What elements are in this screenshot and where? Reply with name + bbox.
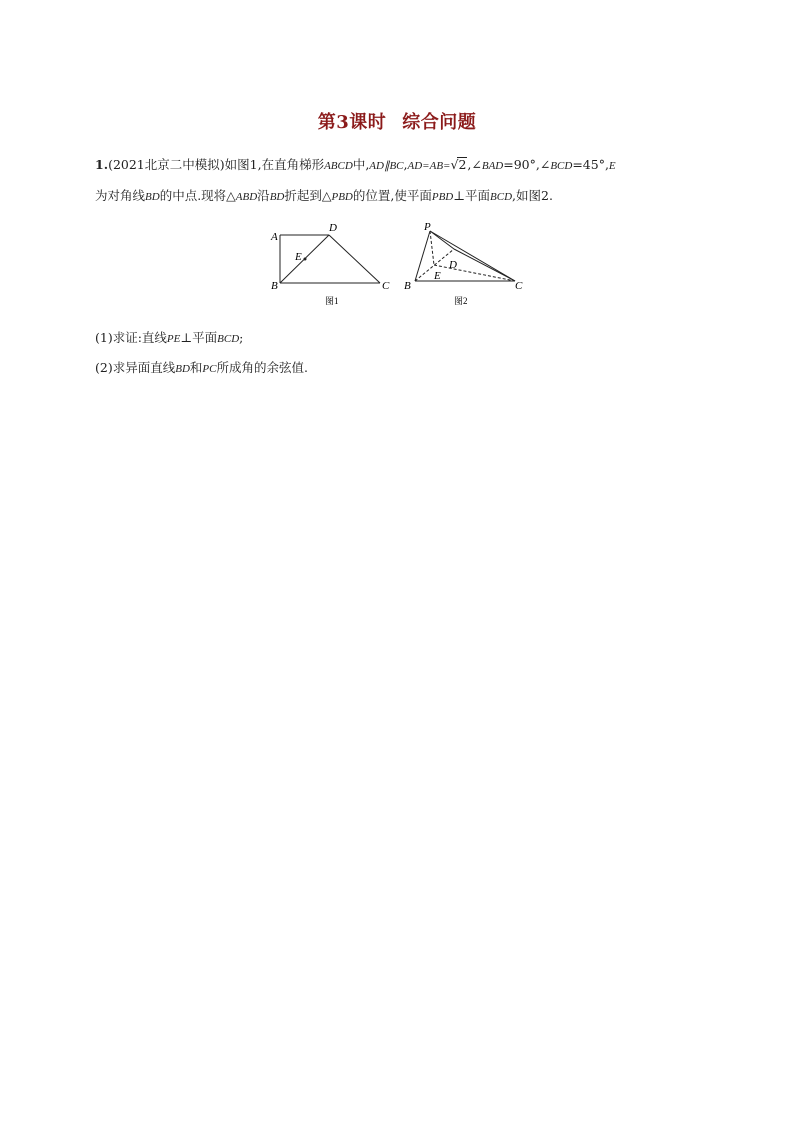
figure-2 <box>415 231 515 281</box>
page-title <box>0 108 794 134</box>
question-text: (1)求证:直线 <box>95 330 167 345</box>
math-var: E <box>608 160 616 172</box>
math-var: BCD <box>550 160 573 172</box>
math-var: BCD <box>490 191 513 203</box>
problem-number: 1. <box>95 157 109 172</box>
math-var: PC <box>202 363 217 375</box>
label-d: D <box>449 259 457 271</box>
problem-text: =45°, <box>572 157 609 172</box>
label-d: D <box>329 222 337 234</box>
problem-text: 中, <box>352 157 370 172</box>
label-p: P <box>424 221 431 233</box>
label-e: E <box>434 270 441 282</box>
question-text: 所成角的余弦值. <box>216 360 308 375</box>
segment-pe <box>430 231 434 265</box>
question-text: 和 <box>189 360 203 375</box>
segment-pc <box>430 231 515 281</box>
question-2 <box>95 353 705 384</box>
problem-text: , <box>403 157 408 172</box>
math-var: BD <box>175 363 190 375</box>
math-var: BCD <box>217 333 240 345</box>
figures <box>262 218 532 313</box>
segment-ec <box>434 265 515 281</box>
segment-dc <box>454 249 515 281</box>
label-b: B <box>404 280 411 292</box>
math-var: PE <box>166 333 181 345</box>
title-topic: 综合问题 <box>402 112 477 133</box>
question-text: ⊥平面 <box>180 330 218 345</box>
segment-dc <box>329 235 380 283</box>
math-var: BD <box>269 191 285 203</box>
math-var: ABCD <box>324 160 353 172</box>
problem-text: 如图1,在直角梯形 <box>224 157 325 172</box>
segment-pd <box>430 231 454 249</box>
math-var: BAD <box>481 160 504 172</box>
math-var: AD=AB= <box>407 160 451 172</box>
math-var: ABD <box>235 191 258 203</box>
label-b: B <box>271 280 278 292</box>
problem-source: (2021北京二中模拟) <box>108 157 225 172</box>
label-e: E <box>295 251 302 263</box>
geometry-figures <box>262 218 532 313</box>
problem-text: ⊥平面 <box>453 188 491 203</box>
point-e <box>304 258 307 261</box>
math-var: PBD <box>431 191 454 203</box>
problem-text: ,∠ <box>467 157 482 172</box>
label-a: A <box>271 231 278 243</box>
problem-text: 折起到△ <box>284 188 332 203</box>
problem-text: 沿 <box>257 188 270 203</box>
caption-figure-2: 图2 <box>454 296 468 306</box>
math-var: BD <box>145 191 160 203</box>
label-c: C <box>515 280 523 292</box>
problem-text: 的中点.现将△ <box>159 188 236 203</box>
math-var: PBD <box>331 191 353 203</box>
segment-pb <box>415 231 430 281</box>
problem-statement <box>95 150 705 212</box>
problem-text: =90°,∠ <box>503 157 551 172</box>
label-c: C <box>382 280 390 292</box>
math-var: AD∥BC <box>369 160 404 172</box>
problem-text: 为对角线 <box>95 188 146 203</box>
sqrt-sign: √ <box>450 157 459 172</box>
question-text: (2)求异面直线 <box>95 360 176 375</box>
sqrt-radicand: 2 <box>458 157 467 172</box>
problem-text: 的位置,使平面 <box>352 188 432 203</box>
problem-text: ,如图2. <box>512 188 553 203</box>
question-1 <box>95 323 705 354</box>
caption-figure-1: 图1 <box>325 296 339 306</box>
question-text: ; <box>239 330 244 345</box>
title-lesson: 第3课时 <box>317 112 387 133</box>
